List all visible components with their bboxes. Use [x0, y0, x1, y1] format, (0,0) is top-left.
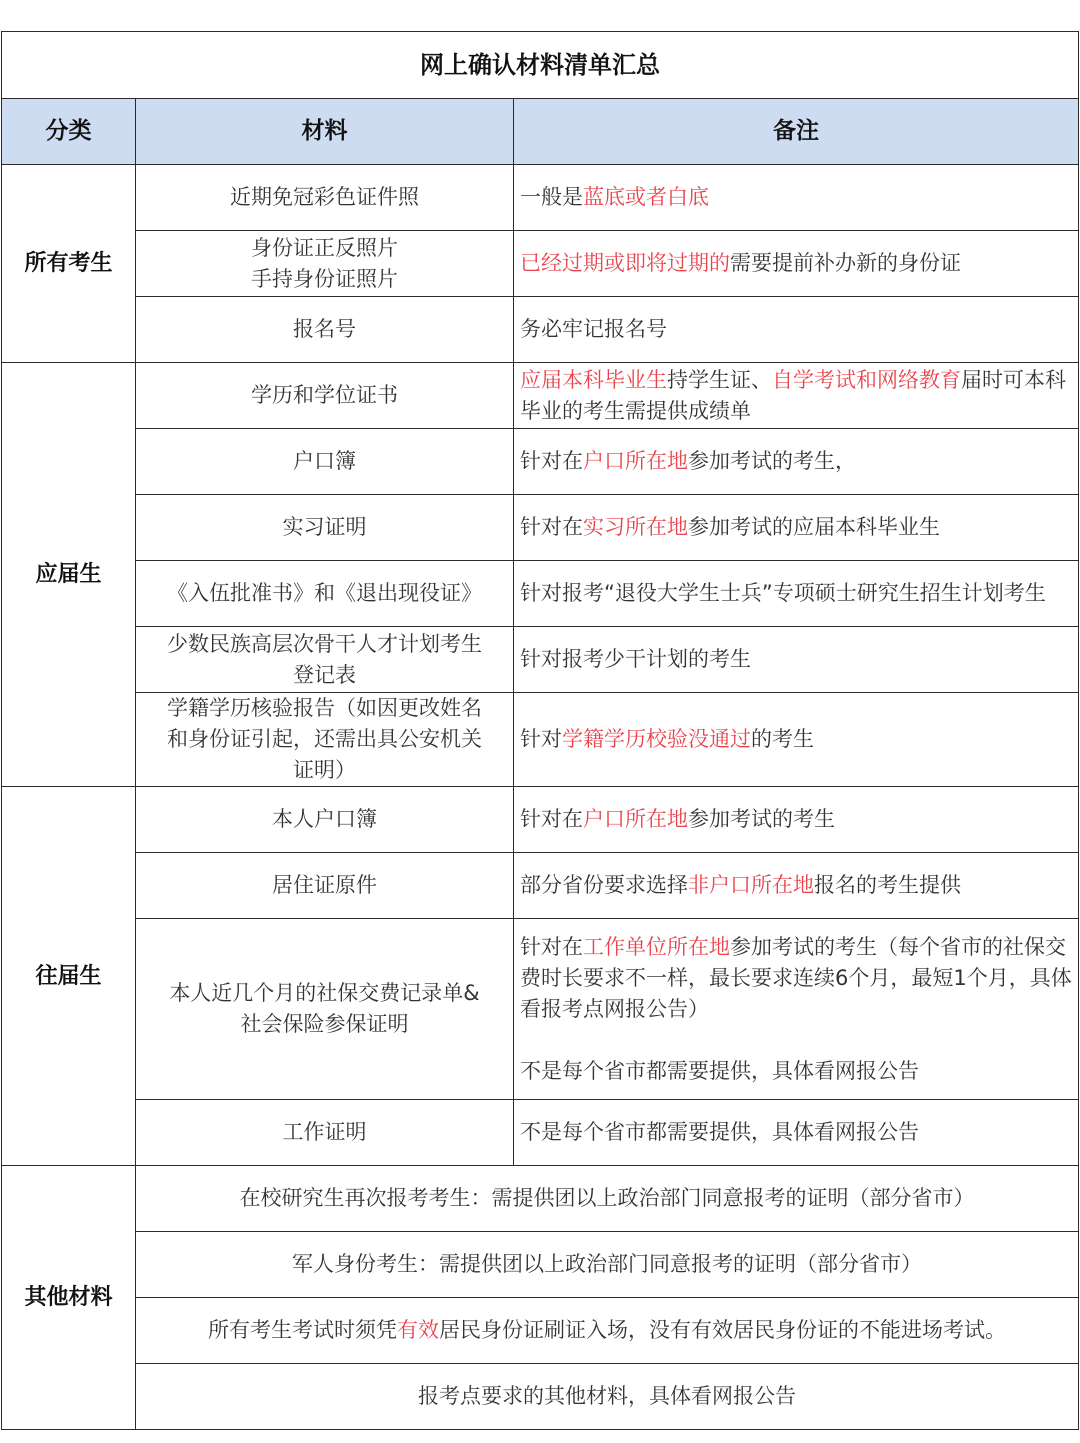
header-material: 材料	[136, 99, 514, 165]
remark-paragraph	[520, 870, 1072, 901]
table-row	[2, 429, 1079, 495]
highlight-text: 自学考试和网络教育	[772, 367, 961, 392]
remark-paragraph	[520, 446, 1072, 477]
note-text: 一般是	[520, 185, 583, 209]
table-row	[2, 1100, 1079, 1166]
material-line: 身份证正反照片	[251, 235, 398, 260]
category-cell: 应届生	[2, 363, 136, 787]
material-line: 报名号	[293, 317, 356, 341]
highlight-text: 非户口所在地	[688, 873, 814, 897]
material-cell	[136, 853, 514, 919]
note-text: 居民身份证刷证入场，没有有效居民身份证的不能进场考试。	[439, 1318, 1006, 1342]
note-text: 的考生	[751, 727, 814, 751]
note-text: 针对在	[520, 807, 583, 831]
highlight-text: 工作单位所在地	[583, 934, 730, 959]
material-cell	[136, 561, 514, 627]
table-row	[2, 363, 1079, 429]
highlight-text: 户口所在地	[583, 807, 688, 831]
note-text: 针对在	[520, 515, 583, 539]
note-text: 参加考试的考生，	[688, 449, 856, 473]
material-line: 学籍学历核验报告（如因更改姓名	[167, 696, 482, 720]
highlight-text: 实习所在地	[583, 515, 688, 539]
remark-cell	[514, 297, 1079, 363]
note-text: 针对报考“退役大学生士兵”专项硕士研究生招生计划考生	[520, 581, 1046, 605]
other-material-cell	[136, 1364, 1079, 1430]
note-text: 持学生证、	[667, 367, 772, 392]
other-material-cell	[136, 1298, 1079, 1364]
highlight-text: 有效	[397, 1318, 439, 1342]
table-row	[2, 1232, 1079, 1298]
material-line: 居住证原件	[272, 873, 377, 897]
table-title: 网上确认材料清单汇总	[2, 32, 1079, 99]
category-cell: 其他材料	[2, 1166, 136, 1430]
material-cell	[136, 363, 514, 429]
table-row	[2, 231, 1079, 297]
material-line: 实习证明	[282, 515, 367, 539]
remark-paragraph	[520, 644, 1072, 675]
highlight-text: 已经过期或即将过期的	[520, 251, 730, 275]
remark-paragraph	[520, 512, 1072, 543]
note-text: 参加考试的考生（每个省市的社保交费时长要求不一样，最长要求连续6个月，最短1个月，具体看报考点网报公告）	[520, 934, 1072, 1021]
remark-cell	[514, 627, 1079, 693]
remark-paragraph	[520, 365, 1072, 427]
remark-paragraph	[520, 804, 1072, 835]
material-line: 手持身份证照片	[251, 266, 398, 291]
remark-paragraph	[520, 314, 1072, 345]
remark-cell	[514, 363, 1079, 429]
table-row	[2, 1166, 1079, 1232]
category-cell: 所有考生	[2, 165, 136, 363]
remark-cell	[514, 919, 1079, 1100]
material-line: 本人户口簿	[272, 807, 377, 831]
table-row	[2, 1298, 1079, 1364]
category-cell: 往届生	[2, 787, 136, 1166]
note-text: 届时可本科毕业的考生需提供成绩单	[520, 367, 1066, 423]
table-row	[2, 693, 1079, 787]
header-remark: 备注	[514, 99, 1079, 165]
remark-paragraph	[520, 724, 1072, 755]
material-line: 和身份证引起，还需出具公安机关	[167, 727, 482, 751]
material-cell	[136, 429, 514, 495]
note-text: 针对在	[520, 449, 583, 473]
table-row	[2, 853, 1079, 919]
remark-cell	[514, 787, 1079, 853]
material-line: 少数民族高层次骨干人才计划考生	[167, 631, 482, 656]
highlight-text: 户口所在地	[583, 449, 688, 473]
table-row	[2, 919, 1079, 1100]
remark-cell	[514, 1100, 1079, 1166]
note-text: 报名的考生提供	[814, 873, 961, 897]
note-text: 军人身份考生：需提供团以上政治部门同意报考的证明（部分省市）	[292, 1252, 922, 1276]
remark-cell	[514, 165, 1079, 231]
material-line: 学历和学位证书	[251, 383, 398, 407]
remark-cell	[514, 853, 1079, 919]
remark-cell	[514, 231, 1079, 297]
note-text: 参加考试的应届本科毕业生	[688, 515, 940, 539]
material-cell	[136, 627, 514, 693]
table-row	[2, 495, 1079, 561]
remark-cell	[514, 561, 1079, 627]
remark-paragraph	[520, 1117, 1072, 1148]
note-text: 部分省份要求选择	[520, 873, 688, 897]
remark-paragraph: 不是每个省市都需要提供，具体看网报公告	[520, 1058, 919, 1083]
note-text: 针对在	[520, 934, 583, 959]
remark-cell	[514, 429, 1079, 495]
note-text: 针对报考少干计划的考生	[520, 647, 751, 671]
header-category: 分类	[2, 99, 136, 165]
material-line: 户口簿	[293, 449, 356, 473]
material-cell	[136, 297, 514, 363]
note-text: 在校研究生再次报考考生：需提供团以上政治部门同意报考的证明（部分省市）	[239, 1186, 975, 1210]
table-row	[2, 561, 1079, 627]
material-cell	[136, 787, 514, 853]
material-line: 《入伍批准书》和《退出现役证》	[167, 581, 482, 605]
remark-paragraph	[520, 932, 1072, 1025]
note-text: 针对	[520, 727, 562, 751]
material-cell	[136, 495, 514, 561]
remark-paragraph	[520, 182, 1072, 213]
highlight-text: 应届本科毕业生	[520, 367, 667, 392]
note-text: 务必牢记报名号	[520, 317, 667, 341]
table-row	[2, 787, 1079, 853]
highlight-text: 蓝底或者白底	[583, 185, 709, 209]
material-cell	[136, 231, 514, 297]
material-line: 登记表	[293, 662, 356, 687]
note-text: 报考点要求的其他材料，具体看网报公告	[418, 1384, 796, 1408]
material-line: 证明）	[293, 758, 356, 782]
remark-paragraph	[520, 248, 1072, 279]
other-material-cell	[136, 1166, 1079, 1232]
materials-table	[1, 31, 1079, 1430]
table-row	[2, 1364, 1079, 1430]
material-line: 近期免冠彩色证件照	[230, 185, 419, 209]
table-row	[2, 165, 1079, 231]
material-line: 社会保险参保证明	[240, 1012, 409, 1036]
table-body	[2, 165, 1079, 1430]
remark-paragraph	[520, 578, 1072, 609]
material-line: 工作证明	[282, 1120, 367, 1144]
material-cell	[136, 1100, 514, 1166]
note-text: 需要提前补办新的身份证	[730, 251, 961, 275]
note-text: 不是每个省市都需要提供，具体看网报公告	[520, 1120, 919, 1144]
note-text: 所有考生考试时须凭	[208, 1318, 397, 1342]
note-text: 参加考试的考生	[688, 807, 835, 831]
material-cell	[136, 693, 514, 787]
remark-cell	[514, 495, 1079, 561]
remark-cell	[514, 693, 1079, 787]
highlight-text: 学籍学历校验没通过	[562, 727, 751, 751]
table-row	[2, 297, 1079, 363]
table-row	[2, 627, 1079, 693]
material-line: 本人近几个月的社保交费记录单&	[169, 981, 480, 1005]
material-cell	[136, 919, 514, 1100]
other-material-cell	[136, 1232, 1079, 1298]
material-cell	[136, 165, 514, 231]
